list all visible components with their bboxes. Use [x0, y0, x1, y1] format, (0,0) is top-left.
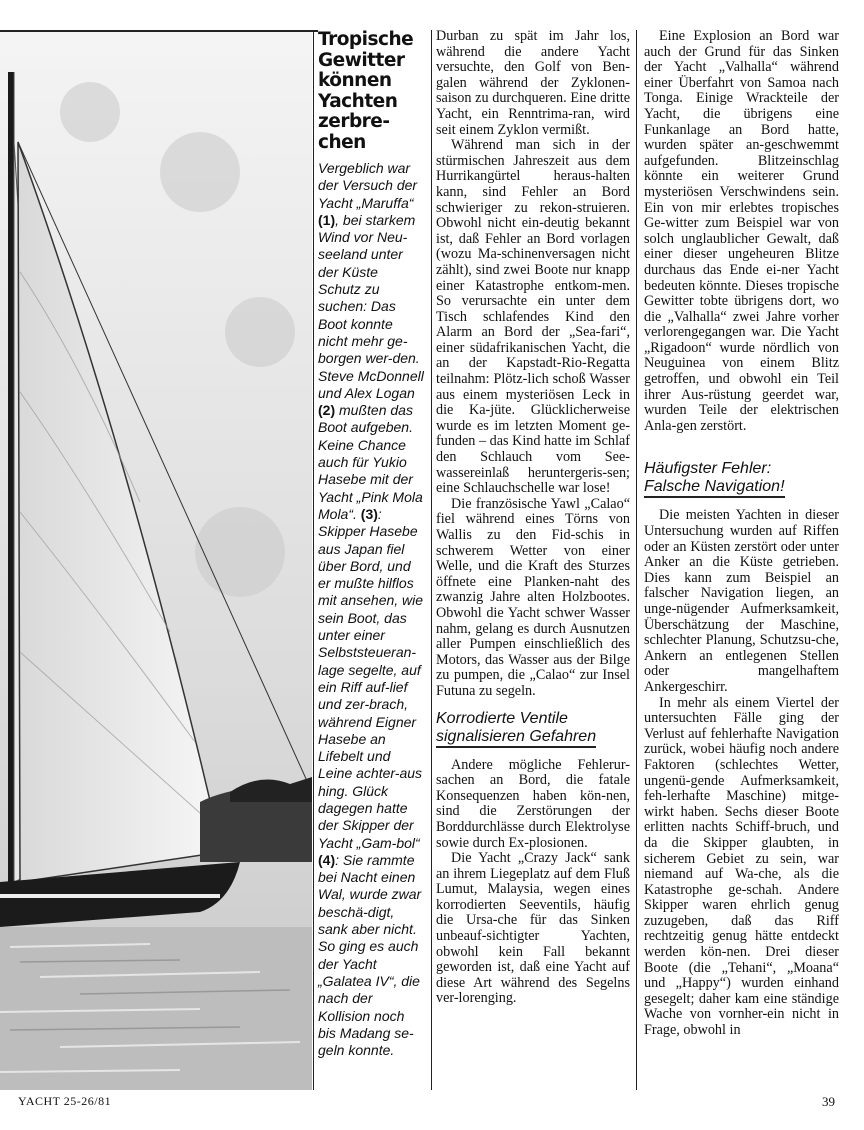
paragraph: Die französische Yawl „Calao“ fiel während eines Törns von Wallis zu den Fid-schis in schwerem Wetter von einer Welle, und die Kraft des Sturzes öffnete eine Planken-naht des zwanzig Jahre alten Holzbootes. Obwohl die Yacht schwer Wasser nahm, gelang es durch Ausnutzen aller Pumpen einschließlich des Motors, das Wasser aus der Bilge zu pumpen, die „Calao“ zur Insel Futuna zu segeln.: [436, 495, 630, 699]
article-column-2: [436, 29, 630, 1007]
caption-ref-1: (1): [318, 211, 336, 228]
paragraph: Die Yacht „Crazy Jack“ sank an ihrem Liegeplatz auf dem Fluß Lumut, Malaysia, wegen eines korrodierten Seeventils, häufig die Ursa-che für das Sinken unbeauf-sichtigter Yachten, obwohl kein Fall bekannt geworden ist, daß eine Yacht auf diese Art während des Segelns ver-lorenging.: [436, 850, 630, 1007]
subheading-falsche-navigation: Häufigster Fehler: Falsche Navigation!: [644, 460, 839, 496]
column-divider: [313, 30, 314, 1090]
paragraph: Die meisten Yachten in dieser Untersuchung wurden auf Riffen oder an Küsten zerstört oder unter Anker an die Küste getrieben. Dies kann zum Beispiel an falscher Navigation liegen, an unge-nügender Aufmerksamkeit, Überschätzung der Maschine, schlechter Planung, Schutzsu-che, Ankern an entlegenen Stellen oder mangelhaftem Ankergeschirr.: [644, 507, 839, 695]
page-number: 39: [822, 1094, 835, 1109]
sailing-yacht-photo: [0, 32, 312, 1090]
caption-ref-3: (3): [360, 505, 378, 522]
magazine-issue: YACHT 25-26/81: [18, 1094, 112, 1108]
article-headline: Tropische Gewitter können Yachten zerbre-chen: [318, 29, 414, 153]
photo-caption: Vergeblich war der Versuch der Yacht „Maruffa“ (1), bei starkem Wind vor Neu-seeland unter der Küste Schutz zu suchen: Das Boot konnte nicht mehr ge-borgen wer-den. Steve McDonnell und Alex Logan (2) mußten das Boot aufgeben. Keine Chance auch für Yukio Hasebe mit der Yacht „Pink Mola Mola“. (3): Skipper Hasebe aus Japan fiel über Bord, und er mußte hilflos mit ansehen, wie sein Boot, das unter einer Selbststeueran-lage segelte, auf ein Riff auf-lief und zer-brach, während Eigner Hasebe an Lifebelt und Leine achter-aus hing. Glück dagegen hatte der Skipper der Yacht „Gam-bol“ (4): Sie rammte bei Nacht einen Wal, wurde zwar beschä-digt, sank aber nicht. So ging es auch der Yacht „Galatea IV“, die nach der Kollision noch bis Madang se-geln konnte.: [318, 160, 424, 1059]
caption-ref-2: (2): [318, 402, 336, 419]
subheading-korrodierte-ventile: Korrodierte Ventile signalisieren Gefahren: [436, 710, 630, 746]
column-divider: [636, 30, 637, 1090]
paragraph: Durban zu spät im Jahr los, während die andere Yacht versuchte, den Golf von Ben-galen während der Zyklonen-saison zu durchqueren. Eine dritte Yacht, ein Renntrima-ran, wird seit einem Zyklon vermißt.: [436, 28, 630, 138]
top-rule: [0, 30, 318, 32]
article-column-3: [644, 29, 839, 1039]
paragraph: Eine Explosion an Bord war auch der Grund für das Sinken der Yacht „Valhalla“ während einer Überfahrt von Samoa nach Tonga. Einige Wrackteile der Yacht, die übrigens eine Funkanlage an Bord hatte, wurden später an-geschwemmt aufgefunden. Blitzeinschlag könnte ein weiterer Grund mysteriösen Verschwindens sein. Ein von mir erlebtes tropisches Ge-witter zum Beispiel war von solch unglaublicher Gewalt, daß einer dieser ungeheuren Blitze durchaus das Ende ei-ner Yacht bedeuten könnte. Dieses tropische Gewitter tobte übrigens dort, wo die „Valhalla“ zwei Jahre vorher verlorengegangen war. Die Yacht „Rigadoon“ wurde nördlich von Neuguinea von einem Blitz getroffen, und obwohl ein Teil ihrer Aus-rüstung geerdet war, wurden Teile der elektrischen Anla-gen zerstört.: [644, 28, 839, 434]
column-divider: [431, 30, 432, 1090]
paragraph: Während man sich in der stürmischen Jahreszeit aus dem Hurrikangürtel heraus-halten kann, sind Fehler an Bord schwieriger zu rekon-struieren. Obwohl nicht ein-deutig bekannt ist, daß Fehler an Bord vorlagen (wozu Ma-schinenversagen nicht zählt), sind zwei Boote nur knapp einer Katastrophe entkom-men. So verursachte ein unter dem Tisch schlafendes Kind den Alarm an Bord der „Sea-fari“, einer südafrikanischen Yacht, die an der Kapstadt-Rio-Regatta teilnahm: Plötz-lich schoß Wasser aus einem mysteriösen Leck in die Ka-jüte. Glücklicherweise wurde es im letzten Moment ge-funden – das Kind hatte im Schlaf den Schlauch vom See-wassereinlaß heruntergeris-sen; eine Schlauchschelle war lose!: [436, 137, 630, 497]
caption-ref-4: (4): [318, 851, 336, 868]
paragraph: In mehr als einem Viertel der untersuchten Fälle ging der Verlust auf fehlerhafte Navigation zurück, wobei häufig noch andere Faktoren (schlechtes Wetter, ungenü-gende Aufmerksamkeit, feh-lerhafte Maschine) mitge-wirkt haben. Sechs dieser Boote erlitten nachts Schiff-bruch, und da die Skipper glaubten, in sicherem Gebiet zu sein, war niemand auf Wa-che, als die Katastrophe ge-schah. Andere Skipper waren ehrlich genug zuzugeben, daß das Riff rechtzeitig genug hätte entdeckt werden kön-nen. Drei dieser Boote (die „Tehani“, „Moana“ und „Happy“) wurden einhand gesegelt; daher kam eine ständige Wache von vornher-ein nicht in Frage, obwohl in: [644, 694, 839, 1039]
paragraph: Andere mögliche Fehlerur-sachen an Bord, die fatale Konsequenzen haben kön-nen, sind die Zerstörungen der Borddurchlässe durch Elektrolyse sowie durch Ex-plosionen.: [436, 756, 630, 851]
